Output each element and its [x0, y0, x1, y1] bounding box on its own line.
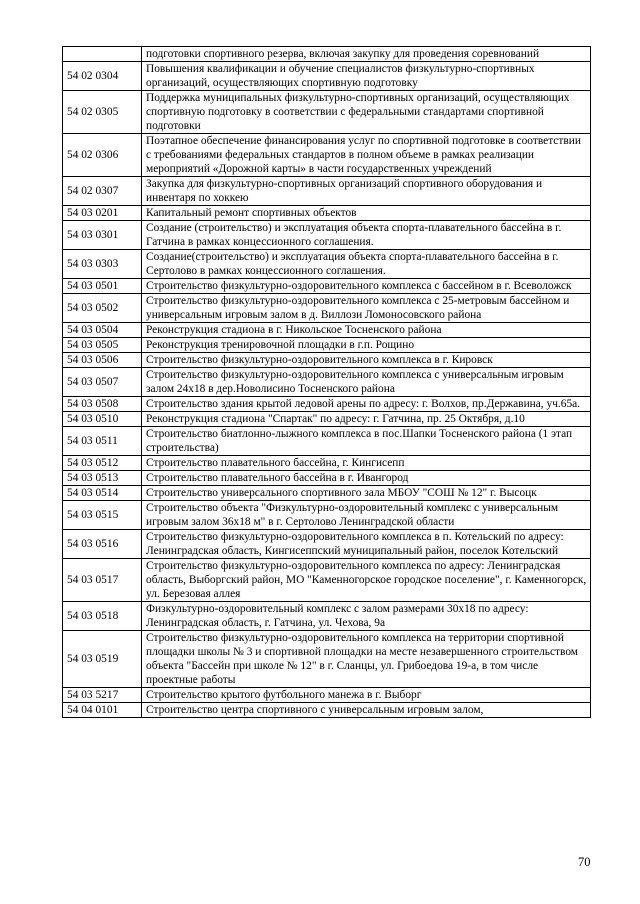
row-description: Строительство физкультурно-оздоровительного комплекса на территории спортивной площадки школы № 3 и спортивной площадки на месте незавершенного строительством объекта "Бассейн при школе № 12" в г. Сланцы, ул. Грибоедова 19-а, в том числе проектные работы [142, 631, 591, 688]
row-code: 54 04 0101 [63, 703, 142, 718]
row-code: 54 03 0505 [63, 338, 142, 353]
row-description: Строительство центра спортивного с универсальным игровым залом, [142, 703, 591, 718]
table-row [63, 688, 591, 703]
table-row [63, 397, 591, 412]
row-code: 54 02 0305 [63, 91, 142, 134]
table-row [63, 206, 591, 221]
row-code: 54 03 0504 [63, 323, 142, 338]
row-description: подготовки спортивного резерва, включая закупку для проведения соревнований [142, 47, 591, 62]
row-code: 54 03 5217 [63, 688, 142, 703]
row-code: 54 03 0506 [63, 353, 142, 368]
row-description: Строительство физкультурно-оздоровительного комплекса по адресу: Ленинградская область, Выборгский район, МО "Каменногорское городское поселение", г. Каменногорск, ул. Березовая аллея [142, 559, 591, 602]
row-description: Поэтапное обеспечение финансирования услуг по спортивной подготовке в соответствии с требованиями федеральных стандартов в полном объеме в рамках реализации мероприятий «Дорожной карты» в части государственных учреждений [142, 134, 591, 177]
row-description: Повышения квалификации и обучение специалистов физкультурно-спортивных организаций, осуществляющих спортивную подготовку [142, 62, 591, 91]
table-row [63, 530, 591, 559]
table-row [63, 602, 591, 631]
row-code: 54 03 0511 [63, 427, 142, 456]
row-description: Строительство физкультурно-оздоровительного комплекса с универсальным игровым залом 24х18 в дер.Новолисино Тосненского района [142, 368, 591, 397]
row-code: 54 02 0304 [63, 62, 142, 91]
row-description: Поддержка муниципальных физкультурно-спортивных организаций, осуществляющих спортивную подготовку в соответствии с федеральными стандартами спортивной подготовки [142, 91, 591, 134]
row-description: Строительство плавательного бассейна в г. Ивангород [142, 471, 591, 486]
row-code: 54 03 0512 [63, 456, 142, 471]
table-row [63, 427, 591, 456]
table-row [63, 294, 591, 323]
row-description: Строительство физкультурно-оздоровительного комплекса в п. Котельский по адресу: Ленинградская область, Кингисеппский муниципальный район, поселок Котельский [142, 530, 591, 559]
row-description: Строительство физкультурно-оздоровительного комплекса с бассейном в г. Всеволожск [142, 279, 591, 294]
table-row [63, 323, 591, 338]
table-row [63, 486, 591, 501]
page-number: 70 [578, 855, 591, 869]
table-row [63, 47, 591, 62]
row-code: 54 03 0303 [63, 250, 142, 279]
table-body [63, 47, 591, 718]
table-row [63, 559, 591, 602]
row-code: 54 03 0513 [63, 471, 142, 486]
row-code: 54 03 0515 [63, 501, 142, 530]
row-description: Создание(строительство) и эксплуатация объекта спорта-плавательного бассейна в г. Сертолово в рамках концессионного соглашения. [142, 250, 591, 279]
row-description: Создание (строительство) и эксплуатация объекта спорта-плавательного бассейна в г. Гатчина в рамках концессионного соглашения. [142, 221, 591, 250]
row-code: 54 03 0514 [63, 486, 142, 501]
row-description: Строительство биатлонно-лыжного комплекса в пос.Шапки Тосненского района (1 этап строительства) [142, 427, 591, 456]
table-row [63, 471, 591, 486]
table-row [63, 177, 591, 206]
row-description: Строительство здания крытой ледовой арены по адресу: г. Волхов, пр.Державина, уч.65а. [142, 397, 591, 412]
row-description: Закупка для физкультурно-спортивных организаций спортивного оборудования и инвентаря по хоккею [142, 177, 591, 206]
table-row [63, 91, 591, 134]
table-row [63, 412, 591, 427]
row-code: 54 03 0517 [63, 559, 142, 602]
table-row [63, 353, 591, 368]
row-code: 54 03 0510 [63, 412, 142, 427]
row-description: Реконструкция тренировочной площадки в г.п. Рощино [142, 338, 591, 353]
row-code [63, 47, 142, 62]
row-code: 54 03 0518 [63, 602, 142, 631]
row-code: 54 03 0507 [63, 368, 142, 397]
table-row [63, 501, 591, 530]
row-description: Строительство физкультурно-оздоровительного комплекса с 25-метровым бассейном и универсальным игровым залом в д. Виллози Ломоносовского района [142, 294, 591, 323]
row-description: Строительство объекта "Физкультурно-оздоровительный комплекс с универсальным игровым залом 36х18 м" в г. Сертолово Ленинградской области [142, 501, 591, 530]
row-description: Строительство крытого футбольного манежа в г. Выборг [142, 688, 591, 703]
table-row [63, 62, 591, 91]
row-code: 54 03 0502 [63, 294, 142, 323]
row-description: Строительство плавательного бассейна, г. Кингисепп [142, 456, 591, 471]
table-row [63, 250, 591, 279]
table-row [63, 368, 591, 397]
row-code: 54 03 0501 [63, 279, 142, 294]
row-code: 54 03 0508 [63, 397, 142, 412]
table-row [63, 631, 591, 688]
row-description: Физкультурно-оздоровительный комплекс с залом размерами 30х18 по адресу: Ленинградская область, г. Гатчина, ул. Чехова, 9а [142, 602, 591, 631]
row-code: 54 02 0306 [63, 134, 142, 177]
row-code: 54 03 0516 [63, 530, 142, 559]
table-row [63, 221, 591, 250]
row-code: 54 02 0307 [63, 177, 142, 206]
table-row [63, 338, 591, 353]
table-row [63, 456, 591, 471]
row-description: Реконструкция стадиона в г. Никольское Тосненского района [142, 323, 591, 338]
row-description: Строительство универсального спортивного зала МБОУ "СОШ № 12" г. Высоцк [142, 486, 591, 501]
table-row [63, 279, 591, 294]
table-row [63, 134, 591, 177]
row-description: Строительство физкультурно-оздоровительного комплекса в г. Кировск [142, 353, 591, 368]
table-row [63, 703, 591, 718]
row-description: Реконструкция стадиона "Спартак" по адресу: г. Гатчина, пр. 25 Октября, д.10 [142, 412, 591, 427]
row-code: 54 03 0301 [63, 221, 142, 250]
row-code: 54 03 0201 [63, 206, 142, 221]
budget-codes-table [62, 46, 591, 718]
row-description: Капитальный ремонт спортивных объектов [142, 206, 591, 221]
row-code: 54 03 0519 [63, 631, 142, 688]
